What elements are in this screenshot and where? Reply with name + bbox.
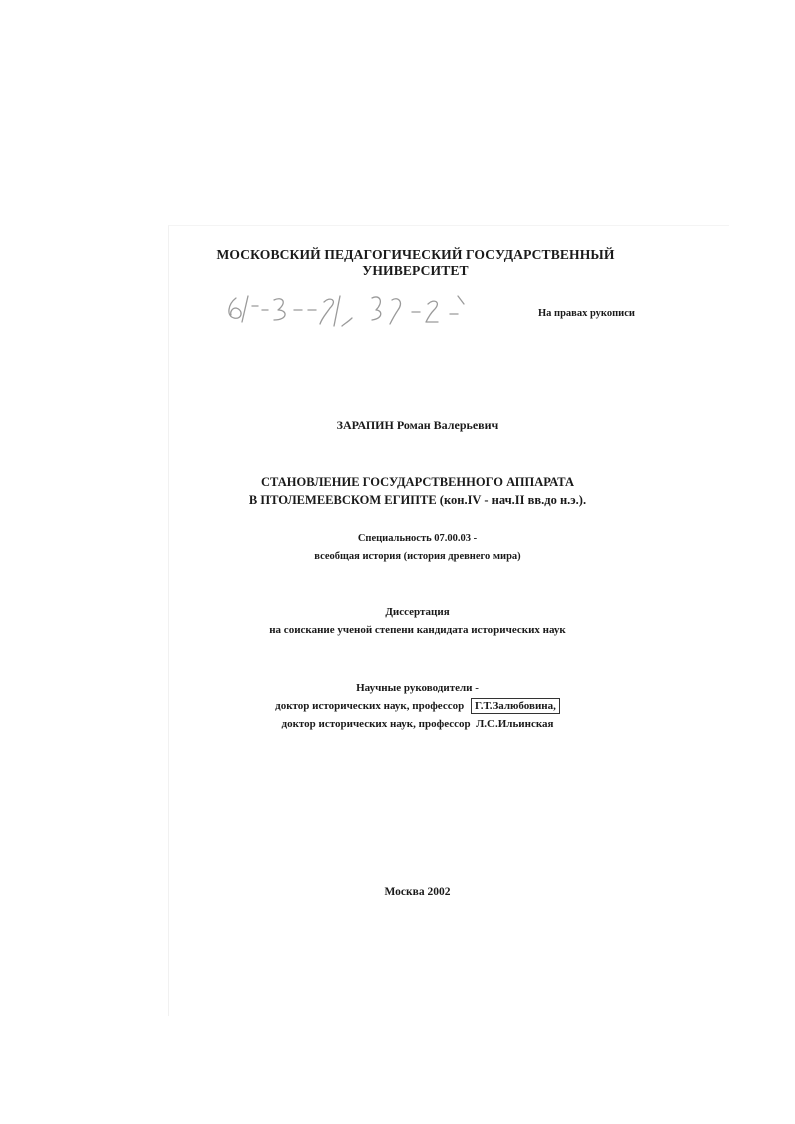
title-line-2: В ПТОЛЕМЕЕВСКОМ ЕГИПТЕ (кон.IV - нач.II вв.до н.э.). bbox=[248, 493, 587, 507]
specialty-line-2: всеобщая история (история древнего мира) bbox=[314, 551, 521, 562]
city-year: Москва 2002 bbox=[384, 886, 451, 898]
supervisor-1-name-boxed: Г.Т.Залюбовина, bbox=[471, 698, 560, 714]
supervisors-heading: Научные руководители - bbox=[356, 682, 479, 694]
author-name: ЗАРАПИН Роман Валерьевич bbox=[336, 418, 499, 432]
dissertation-degree-block bbox=[0, 603, 795, 639]
manuscript-rights-label: На правах рукописи bbox=[538, 308, 635, 319]
degree-description: на соискание ученой степени кандидата исторических наук bbox=[269, 624, 566, 636]
specialty-block bbox=[0, 530, 795, 566]
title-line-1: СТАНОВЛЕНИЕ ГОСУДАРСТВЕННОГО АППАРАТА bbox=[261, 475, 574, 489]
supervisor-2: доктор исторических наук, профессор Л.С.Ильинская bbox=[281, 718, 554, 730]
supervisors-block bbox=[0, 679, 795, 733]
supervisor-1-title: доктор исторических наук, профессор bbox=[275, 700, 465, 712]
dissertation-title bbox=[0, 473, 795, 509]
specialty-line-1: Специальность 07.00.03 - bbox=[357, 533, 478, 544]
dissertation-label: Диссертация bbox=[385, 606, 450, 618]
university-line-1: МОСКОВСКИЙ ПЕДАГОГИЧЕСКИЙ ГОСУДАРСТВЕННЫЙ bbox=[216, 247, 615, 262]
handwritten-archive-number bbox=[222, 290, 482, 332]
supervisor-1 bbox=[40, 697, 795, 715]
university-line-2: УНИВЕРСИТЕТ bbox=[362, 263, 469, 278]
university-name bbox=[0, 247, 795, 279]
